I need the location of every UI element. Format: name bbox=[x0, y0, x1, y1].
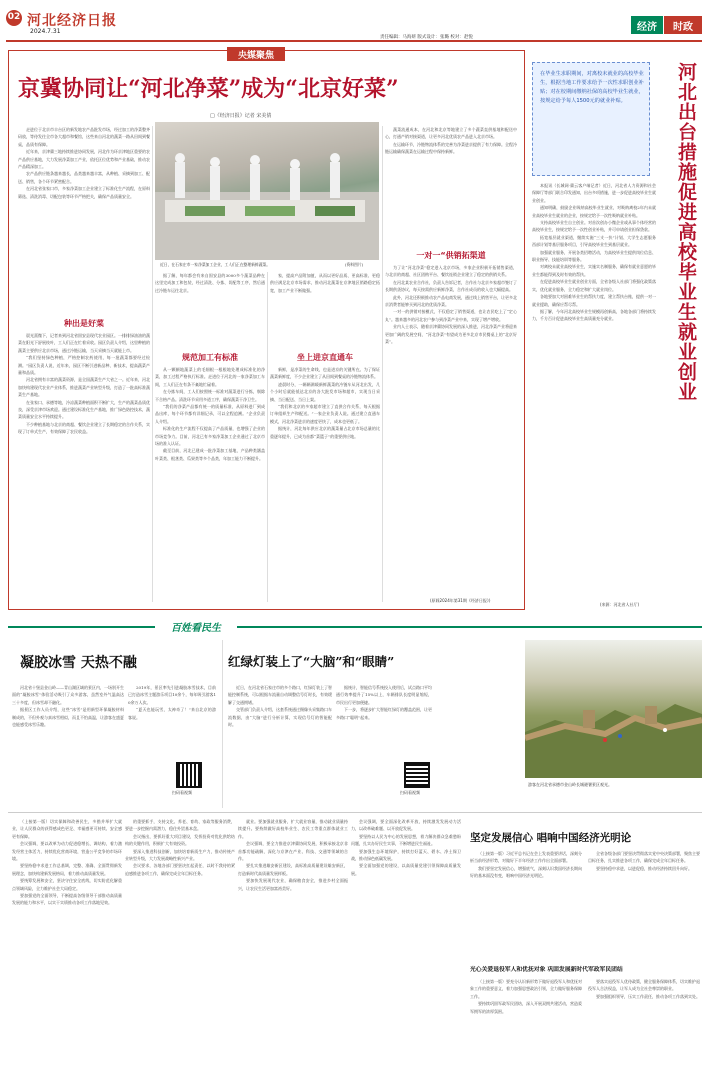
feature-subhead-3: 坐上进京直通车 bbox=[297, 353, 353, 362]
section-tab-economy-label: 经济 bbox=[637, 22, 657, 33]
bottom-mid-qr[interactable] bbox=[404, 762, 430, 788]
feature-photo-caption: 近日，在石家庄市一家净菜加工企业，工人们正在整理新鲜蔬菜。 bbox=[160, 262, 271, 267]
feature-photo bbox=[155, 122, 379, 260]
bottom-left-headline: 凝胶冰雪 天热不融 bbox=[20, 655, 137, 671]
feature-column-1b: 晨光熹微下，记者来到河北省固安县现代农业园区。一排排绿油油的蔬菜在阳光下舒展枝叶，工人们正在忙着采收。园区负责人介绍，这里种植的蔬菜主要供应北京市场，通过冷链运输，当天采摘当天就能上市。 “我们坚持绿色种植，严格控制农药使用，每一批蔬菜都要经过检测。”园区负责人说，近年来，园区不断引进新品种、新技术，提高蔬菜产量和品质。 河北省拥有丰富的蔬菜资源，是全国蔬菜生产大省之一。近年来，河北加快构建现代农业产业体系，推进蔬菜产业转型升级，打造了一批高标准蔬菜生产基地。 在张家口、承德等地，冷凉蔬菜种植面积不断扩大，生产的蔬菜品质优良，深受京津市场欢迎。通过建设标准化生产基地，推广绿色防控技术，蔬菜质量安全水平持续提升。 不少种植基地与北京的商超、餐饮企业建立了长期稳定的合作关系，实现了订单式生产，有效保障了农民收益。 bbox=[18, 333, 150, 435]
bottom-section-label: 百姓看民生 bbox=[171, 623, 221, 634]
great-wall-photo bbox=[525, 640, 702, 778]
feature-source-note: (原载2024年第31期《经济日报》) bbox=[430, 598, 491, 603]
feature-byline: □《经济日报》记者 宋美倩 bbox=[210, 113, 272, 119]
feature-column-1: 走进位于北京市丰台区的新发地农产品批发市场，经过加工的净菜整齐码放，等待发往全市各大超市和餐馆，这些来自河北的蔬菜一路从田间到餐桌，品质有保障。 近年来，京津冀三地持续推进协同发展，河北作为环京津地区重要的农产品供应基地，大力发展净菜加工产业，依托区位优势和产业基础，推动农产品精深加工。 农产品供应链条越来越长，品类越来越丰富，从种植、采摘到加工、配送、销售，各个环节紧密配合。 在河北省张家口市，多家净菜加工企业建立了标准化生产流程，在原料筛选、清洗消毒、切配包装等环节严格把关，确保产品质量安全。 bbox=[18, 127, 150, 199]
page-header bbox=[0, 0, 708, 40]
feature-column-3b: 新鲜，是净菜的生命线，也是进京的关键所在。为了保证蔬菜新鲜度，不少企业建立了从田间到餐桌的冷链物流体系。 凌晨时分，一辆辆满载新鲜蔬菜的冷链车从河北出发，几个小时后就能抵达北京的各大批发市场和超市，实现当日采摘、当日配送、当日上架。 “我们和北京的多家超市建立了直供合作关系，每天根据订单组织生产和配送。”一家企业负责人说。通过建立直通车模式，河北净菜进京的速度更快了，成本也更低了。 据统计，河北每年供应北京的蔬菜量占北京市场总量的比重逐年提升，已成为首都“菜篮子”的重要供应地。 bbox=[270, 367, 380, 439]
bottom-section-rule bbox=[8, 626, 702, 628]
feature-column-3: 家，提高产品附加值，从而以更好品质、更高标准、更稳供应满足北京市场需求，推动河北蔬菜在京津地区销路稳定拓宽，加工产业不断做强。 bbox=[270, 273, 380, 293]
lower-column-3: 就业。要加强就业服务，扩大就业容量，推动就业质量持续提升。要持续做好高校毕业生、农民工等重点群体就业工作。 会议强调，要全力推进京津冀协同发展，积极承接北京非首都功能疏解，深化与京津在产业、科技、交通等领域的合作。 要扎实推进雄安新区建设，高标准高质量建设雄安新区，打造新时代高质量发展样板。 要加快发展现代农业，确保粮食安全，推进乡村全面振兴，让农民生活更加富裕美好。 bbox=[238, 819, 348, 891]
feature-column-divider-3 bbox=[382, 126, 383, 602]
feature-column-2b: 从一颗颠地蔬菜上的毛细根一根根地处理成标准化的净菜，加工过程严格执行标准。走进位于河北的一家净菜加工车间，工人们正在有条不紊地忙碌着。 在分拣车间，工人们按照统一标准对蔬菜进行分拣，剔除不合格产品。清洗环节采用多道工序，确保蔬菜干净卫生。 “我们的净菜产品都有统一的质量标准，从原料进厂到成品出库，每个环节都有详细记录，可以全程追溯。”企业负责人介绍。 标准化的生产流程不仅提高了产品质量，也增强了企业的市场竞争力。目前，河北已有多家净菜加工企业通过了北京市场的准入认证。 截至目前，河北已建成一批净菜加工基地，产品种类涵盖叶菜类、根茎类、瓜果类等多个品类，年加工能力不断提升。 bbox=[155, 367, 265, 461]
feature-subhead-1: 种出是好菜 bbox=[64, 319, 104, 328]
paper-name: 河北经济日报 bbox=[27, 13, 117, 29]
lower-rule bbox=[8, 812, 702, 813]
bottom-mid-body: 近日，在河北省石家庄市的多个路口，红绿灯装上了智能控制系统，可以根据车流量自动调整信号灯时长，有效缓解了交通拥堵。 交管部门负责人介绍，这套系统通过摄像头采集路口车流数据，由“大脑”进行分析计算，实现信号灯的智能配时。 bbox=[228, 685, 332, 728]
feature-column-4b: 为了让“河北净菜”稳定进入北京市场，多家企业积极开拓销售渠道，与北京的商超、社区团购平台、餐饮连锁企业建立了稳定的供销关系。 在河北某农业合作社，负责人告诉记者，合作社与北京多家超市签订了长期供货协议，每天按需供应新鲜净菜，合作社成员的收入也大幅提高。 此外，河北还积极推动农产品电商发展，通过线上销售平台，让更多北京消费者能够买到河北的优质净菜。 一对一的供销对接模式，不仅稳定了销售渠道，也让农民吃上了“定心丸”。越来越多的河北农户参与到净菜产业中来，实现了增产增收。 业内人士表示，随着京津冀协同发展的深入推进，河北净菜产业将迎来更加广阔的发展空间，“河北净菜”有望成为更多北京市民餐桌上的“北京好菜”。 bbox=[385, 265, 517, 345]
lower-column-2: 的重要抓手，支持文化、养老、育幼、家政等服务消费，要进一步挖掘内需潜力，稳住外贸基本盘。 会议指出，要抓好重大项目建设，发挥投资对优化供给结构的关键作用，积极扩大有效投资。 要深入推进科技创新，加快培育新质生产力，推动传统产业转型升级，大力发展战略性新兴产业。 会议要求，各地各部门要坚决扛起责任，以时不我待的紧迫感推进各项工作，确保完成全年目标任务。 bbox=[125, 819, 235, 876]
lower-right-headline-2: 光心关爱退役军人和优抚对象 巩固发展新时代军政军民团结 bbox=[470, 967, 623, 973]
lower-right-body-4: 要落实退役军人优待政策，健全服务保障体系，切实维护退役军人合法权益，让军人成为全社会尊崇的职业。 要加强组织领导，压实工作责任，推动各项工作落到实处。 bbox=[588, 979, 700, 999]
sidebar-body: 本报讯（长城网·冀云客户端记者）近日，河北省人力资源和社会保障厅等部门联合印发通知，出台多项措施，进一步促进高校毕业生就业创业。 通知明确，鼓励企业吸纳高校毕业生就业，对吸纳离校2年内未就业高校毕业生就业的企业，按规定给予一次性吸纳就业补贴。 支持高校毕业生自主创业。对首次创办小微企业或从事个体经营的高校毕业生，按规定给予一次性创业补贴，并可申请创业担保贷款。 拓宽基层就业渠道，继续实施“三支一扶”计划、大学生志愿服务西部计划等基层服务项目，引导高校毕业生到基层就业。 加强就业服务，开展各类招聘活动，为高校毕业生提供岗位信息、职业指导、技能培训等服务。 对离校未就业高校毕业生，实施实名制服务，确保有就业意愿的毕业生都能得到及时有效的帮扶。 在促进高校毕业生就业创业方面，全省各级人社部门将强化政策落实，优化就业服务，全力稳定和扩大就业岗位。 各地要加大对困难毕业生的帮扶力度，建立帮扶台账，提供一对一就业援助，确保应帮尽帮。 据了解，今年河北高校毕业生规模再创新高，各地各部门将持续发力，千方百计促进高校毕业生高质量充分就业。 bbox=[532, 183, 656, 322]
feature-photo-credit: (资料图片) bbox=[345, 262, 364, 267]
great-wall-illustration bbox=[525, 640, 702, 778]
lower-right-headline: 坚定发展信心 唱响中国经济光明论 bbox=[470, 832, 632, 844]
lower-right-body-2: 全省各级各部门要坚决贯彻落实党中央决策部署，聚焦主要目标任务，扎实推进各项工作，确保完成全年目标任务。 要坚持稳中求进，以进促稳，推动经济持续回升向好。 bbox=[588, 851, 700, 871]
bottom-left-qr[interactable] bbox=[176, 762, 202, 788]
sidebar-vertical-title: 河北出台措施促进高校毕业生就业创业 bbox=[675, 62, 697, 402]
issue-date: 2024.7.31 bbox=[30, 28, 61, 35]
header-rule bbox=[6, 40, 702, 42]
feature-banner-label: 央媒聚焦 bbox=[237, 51, 274, 61]
sidebar-summary-text: 在毕业生求职期间，对离校未就业的高校毕业生，根据当地工作要求给予一次性求职创业补贴；对在校期间缴纳社保的高校毕业生就业，按规定给予每人1500元的就业补贴。 bbox=[540, 71, 644, 104]
kitchen-workers-illustration bbox=[155, 122, 379, 260]
lower-column-1: （上接第一版）切实保障和改善民生，多措并举扩大就业，让人民群众的获得感成色更足、幸福感更可持续、安全感更有保障。 会议强调，要以改革为动力促进稳增长、调结构，着力激发经营主体活力，持续优化营商环境，营造公平竞争的市场环境。 要坚持稳中求进工作总基调，完整、准确、全面贯彻新发展理念，加快构建新发展格局，着力推动高质量发展。 要统筹发展和安全，坚决守住安全底线，切实防范化解重点领域风险，全力维护社会大局稳定。 要加强党的全面领导，不断提高各级领导干部推动高质量发展的能力和水平，以实干实绩推动各项工作落地见效。 bbox=[12, 819, 122, 906]
sidebar-source: (来源：河北省人社厅) bbox=[600, 602, 640, 607]
bottom-mid-headline: 红绿灯装上了“大脑”和“眼睛” bbox=[228, 654, 395, 669]
bottom-mid-qr-caption: 扫码看视频 bbox=[400, 790, 420, 795]
feature-subhead-2: 规范加工有标准 bbox=[182, 353, 238, 362]
great-wall-photo-caption: 游客在河北省承德市金山岭长城避暑景区观光。 bbox=[528, 782, 612, 787]
feature-column-4: 蔬菜流通成本，在河北和北京等地建立了多个蔬菜直供基地和配送中心，打通产销对接渠道，让更多河北优质农产品进入北京市场。 在运输环节，冷链物流体系的完善为净菜进京提供了有力保障。全程冷链运输确保蔬菜在运输过程中保持新鲜。 bbox=[385, 127, 517, 155]
feature-column-divider-2 bbox=[267, 272, 268, 602]
feature-column-divider-1 bbox=[152, 126, 153, 602]
bottom-left-body-2: 2019年，景区率先引进凝胶冰雪技术，目前已打造冰雪主题游乐项目10余个，每年吸引游客10余万人次。 “夏天也能玩雪，太神奇了！”来自北京的游客说。 bbox=[128, 685, 216, 720]
bottom-divider-1 bbox=[222, 640, 223, 808]
feature-headline: 京冀协同让“河北净菜”成为“北京好菜” bbox=[18, 76, 399, 102]
lower-column-4: 会议强调，要全面深化改革开放，持续激发发展动力活力，以改革破难题、以开放促发展。 要坚持以人民为中心的发展思想，着力解决群众急难愁盼问题，扎实办好民生实事，不断增进民生福祉。 要加强生态环境保护，持续打好蓝天、碧水、净土保卫战，推动绿色低碳发展。 要全面加强党的建设，以高质量党建引领保障高质量发展。 bbox=[351, 819, 461, 876]
section-tab-politics-label: 时政 bbox=[673, 22, 693, 33]
bottom-mid-body-2: 据统计，智能信号系统投入使用后，试点路口平均通行效率提升了15%以上，车辆排队长度明显缩短，市民出行更加便捷。 下一步，将逐步扩大智能红绿灯的覆盖范围，让更多路口“聪明”起来。 bbox=[336, 685, 432, 720]
feature-subhead-4: 一对一“供销拓渠道 bbox=[416, 251, 486, 260]
bottom-left-qr-caption: 扫码看视频 bbox=[172, 790, 192, 795]
editor-credits: 责任编辑：马海妍 版式设计：张璐 校对：赵悦 bbox=[380, 35, 473, 40]
lower-right-body-3: （上接第一版）要充分认识新形势下做好退役军人和优抚对象工作的重要意义，着力加强思想政治引领，全力做好服务保障工作。 要持续巩固军政军民团结，深入开展双拥共建活动，营造爱军拥军的浓厚氛围。 bbox=[470, 979, 582, 1014]
bottom-left-body: 河北省十堡县金山岭——青山湖区域的景区内，一场别开生面的“凝胶冰雪”体验活动吸引了众多游客，虽然室外气温高达三十多度，但冰雪却不融化。 据景区工作人员介绍，这些“冰雪”是用新型环保凝胶材料制成的，不但外观与真冰雪相似，而且不怕高温，让游客在盛夏也能感受冰雪乐趣。 bbox=[12, 685, 124, 728]
page-number: 02 bbox=[7, 12, 21, 22]
feature-column-2: 据了解，每年都会有来自固安县的3000多个蔬菜品种在这里完成加工和包装，经过清洗、分拣、切配等工序，然后通过冷链车运往北京。 bbox=[155, 273, 265, 293]
lower-right-body: （上接第一版）习近平总书记在会上发表重要讲话，深刻分析当前经济形势，对做好下半年经济工作作出全面部署。 我们要坚定发展信心，增强底气，深刻认识我国经济长期向好的基本面没有变，唱响中国经济光明论。 bbox=[470, 851, 582, 879]
